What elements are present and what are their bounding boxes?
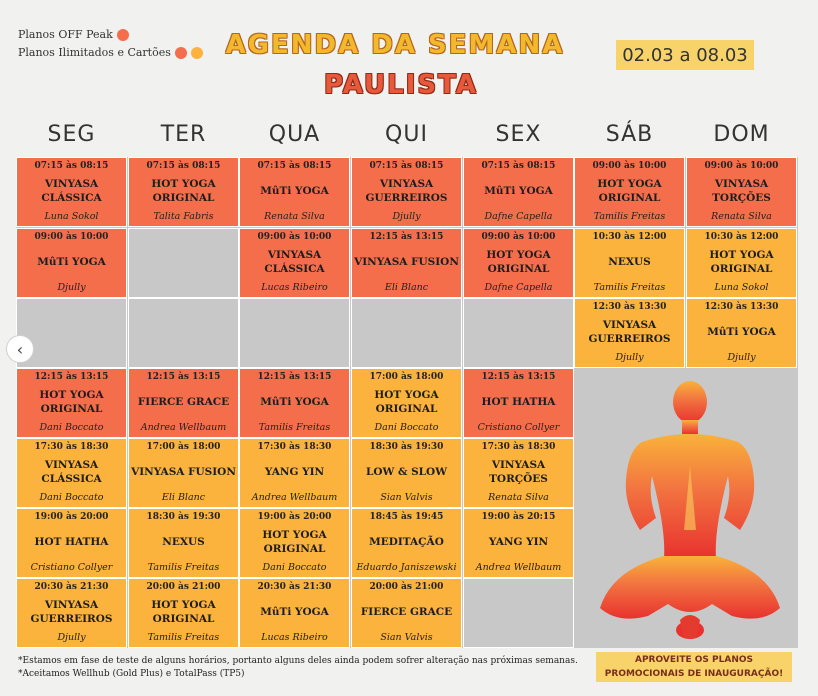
class-name: HOT YOGA ORIGINAL	[597, 178, 662, 204]
date-range-badge: 02.03 a 08.03	[616, 40, 754, 70]
empty-slot	[128, 228, 239, 298]
class-slot	[239, 578, 350, 648]
class-time: 07:15 às 08:15	[257, 161, 332, 171]
class-slot	[239, 228, 350, 298]
class-time: 12:15 às 13:15	[369, 232, 444, 242]
class-name: MûTi YOGA	[260, 606, 329, 618]
class-time: 12:15 às 13:15	[257, 372, 332, 382]
class-name: MûTi YOGA	[37, 256, 106, 268]
class-teacher: Andrea Wellbaum	[140, 422, 227, 433]
class-time: 12:15 às 13:15	[34, 372, 109, 382]
class-name: MûTi YOGA	[260, 396, 329, 408]
class-name: FIERCE GRACE	[360, 606, 453, 618]
class-time: 17:30 às 18:30	[481, 442, 556, 452]
meditating-person-icon	[592, 380, 788, 642]
class-time: 20:30 às 21:30	[34, 582, 109, 592]
class-slot	[463, 228, 574, 298]
class-teacher: Dani Boccato	[262, 562, 327, 573]
class-name: VINYASA CLÁSSICA	[41, 178, 102, 204]
class-name: MûTi YOGA	[260, 185, 329, 197]
class-teacher: Renata Silva	[711, 211, 772, 222]
class-slot	[463, 368, 574, 438]
class-name: VINYASA GUERREIROS	[588, 319, 671, 345]
class-time: 12:15 às 13:15	[481, 372, 556, 382]
class-slot	[128, 438, 239, 508]
day-header-3: QUI	[385, 122, 428, 147]
class-teacher: Eli Blanc	[384, 282, 429, 293]
promo-banner	[596, 652, 792, 682]
class-time: 17:00 às 18:00	[369, 372, 444, 382]
class-teacher: Tamilis Freitas	[147, 562, 220, 573]
class-name: VINYASA GUERREIROS	[30, 599, 113, 625]
empty-slot	[463, 578, 574, 648]
class-time: 12:30 às 13:30	[704, 302, 779, 312]
class-time: 19:00 às 20:15	[481, 512, 556, 522]
class-teacher: Renata Silva	[264, 211, 325, 222]
class-slot	[16, 508, 127, 578]
class-teacher: Tamilis Freitas	[593, 211, 666, 222]
class-teacher: Djully	[615, 352, 644, 363]
footer-note: *Aceitamos Wellhub (Gold Plus) e TotalPass (TP5)	[18, 669, 245, 679]
empty-slot	[128, 298, 239, 368]
class-name: HOT YOGA ORIGINAL	[151, 599, 216, 625]
class-teacher: Dani Boccato	[374, 422, 439, 433]
day-header-0: SEG	[47, 122, 96, 147]
class-slot	[128, 508, 239, 578]
class-teacher: Cristiano Collyer	[477, 422, 560, 433]
class-slot	[351, 157, 462, 227]
class-name: VINYASA GUERREIROS	[365, 178, 448, 204]
class-time: 07:15 às 08:15	[369, 161, 444, 171]
class-name: FIERCE GRACE	[137, 396, 230, 408]
class-slot	[463, 508, 574, 578]
class-time: 18:30 às 19:30	[146, 512, 221, 522]
class-name: HOT YOGA ORIGINAL	[151, 178, 216, 204]
class-slot	[351, 578, 462, 648]
class-time: 18:45 às 19:45	[369, 512, 444, 522]
class-name: HOT HATHA	[34, 536, 109, 548]
class-teacher: Cristiano Collyer	[30, 562, 113, 573]
class-teacher: Djully	[57, 632, 86, 643]
page-title: AGENDA DA SEMANA	[225, 30, 565, 60]
class-slot	[686, 228, 797, 298]
class-teacher: Dani Boccato	[39, 492, 104, 503]
class-slot	[351, 368, 462, 438]
class-time: 09:00 às 10:00	[704, 161, 779, 171]
day-header-6: DOM	[713, 122, 770, 147]
class-teacher: Andrea Wellbaum	[251, 492, 338, 503]
class-name: HOT YOGA ORIGINAL	[374, 389, 439, 415]
class-teacher: Dani Boccato	[39, 422, 104, 433]
day-header-1: TER	[160, 122, 207, 147]
class-time: 20:00 às 21:00	[369, 582, 444, 592]
footer-note: *Estamos em fase de teste de alguns horários, portanto alguns deles ainda podem sofrer alteração nas próximas semanas.	[18, 656, 578, 666]
class-slot	[351, 228, 462, 298]
legend-label: Planos OFF Peak	[18, 28, 113, 41]
class-teacher: Dafne Capella	[484, 282, 553, 293]
class-teacher: Djully	[727, 352, 756, 363]
promo-line: APROVEITE OS PLANOS	[634, 655, 753, 665]
class-slot	[239, 508, 350, 578]
class-slot	[574, 228, 685, 298]
class-slot	[239, 157, 350, 227]
class-slot	[351, 508, 462, 578]
carousel-prev-button[interactable]	[6, 335, 34, 363]
class-teacher: Dafne Capella	[484, 211, 553, 222]
class-name: VINYASA TORÇÕES	[489, 459, 548, 485]
legend-label: Planos Ilimitados e Cartões	[18, 46, 171, 59]
class-name: MEDITAÇÃO	[369, 536, 444, 548]
class-time: 10:30 às 12:00	[704, 232, 779, 242]
class-time: 09:00 às 10:00	[592, 161, 667, 171]
day-header-2: QUA	[268, 122, 321, 147]
class-time: 07:15 às 08:15	[146, 161, 221, 171]
class-slot	[16, 578, 127, 648]
class-slot	[686, 298, 797, 368]
class-slot	[239, 438, 350, 508]
class-teacher: Andrea Wellbaum	[475, 562, 562, 573]
class-time: 12:15 às 13:15	[146, 372, 221, 382]
chevron-left-icon: ‹	[16, 339, 24, 359]
class-name: LOW & SLOW	[365, 466, 448, 478]
class-slot	[239, 368, 350, 438]
class-teacher: Tamilis Freitas	[147, 632, 220, 643]
class-slot	[128, 368, 239, 438]
class-time: 09:00 às 10:00	[481, 232, 556, 242]
class-name: HOT YOGA ORIGINAL	[486, 249, 551, 275]
class-teacher: Tamilis Freitas	[258, 422, 331, 433]
class-teacher: Eduardo Janiszewski	[356, 562, 457, 573]
class-teacher: Sian Valvis	[380, 492, 433, 503]
class-name: VINYASA TORÇÕES	[712, 178, 771, 204]
class-time: 20:00 às 21:00	[146, 582, 221, 592]
class-slot	[574, 157, 685, 227]
class-teacher: Luna Sokol	[44, 211, 99, 222]
class-name: HOT YOGA ORIGINAL	[262, 529, 327, 555]
class-time: 17:00 às 18:00	[146, 442, 221, 452]
class-slot	[128, 157, 239, 227]
class-teacher: Lucas Ribeiro	[261, 282, 328, 293]
class-teacher: Luna Sokol	[714, 282, 769, 293]
class-name: YANG YIN	[264, 466, 325, 478]
class-name: MûTi YOGA	[707, 326, 776, 338]
class-name: NEXUS	[162, 536, 205, 548]
class-name: HOT YOGA ORIGINAL	[709, 249, 774, 275]
class-name: HOT HATHA	[481, 396, 556, 408]
class-slot	[574, 298, 685, 368]
class-time: 17:30 às 18:30	[257, 442, 332, 452]
class-teacher: Djully	[392, 211, 421, 222]
class-time: 19:00 às 20:00	[34, 512, 109, 522]
class-slot	[463, 438, 574, 508]
day-header-4: SEX	[495, 122, 542, 147]
class-time: 20:30 às 21:30	[257, 582, 332, 592]
class-time: 09:00 às 10:00	[257, 232, 332, 242]
empty-slot	[16, 298, 127, 368]
class-time: 07:15 às 08:15	[481, 161, 556, 171]
class-name: VINYASA FUSION	[131, 466, 236, 478]
class-slot	[351, 438, 462, 508]
class-slot	[463, 157, 574, 227]
class-teacher: Djully	[57, 282, 86, 293]
class-teacher: Tamilis Freitas	[593, 282, 666, 293]
class-teacher: Talita Fabris	[153, 211, 214, 222]
class-teacher: Lucas Ribeiro	[261, 632, 328, 643]
class-slot	[128, 578, 239, 648]
class-name: VINYASA CLÁSSICA	[41, 459, 102, 485]
class-slot	[16, 438, 127, 508]
empty-slot	[463, 298, 574, 368]
empty-slot	[239, 298, 350, 368]
class-teacher: Sian Valvis	[380, 632, 433, 643]
class-teacher: Eli Blanc	[161, 492, 206, 503]
class-time: 09:00 às 10:00	[34, 232, 109, 242]
class-name: VINYASA CLÁSSICA	[264, 249, 325, 275]
day-header-5: SÁB	[605, 122, 654, 147]
class-name: YANG YIN	[488, 536, 549, 548]
class-time: 17:30 às 18:30	[34, 442, 109, 452]
class-slot	[686, 157, 797, 227]
class-name: VINYASA FUSION	[354, 256, 459, 268]
promo-line: PROMOCIONAIS DE INAUGURAÇÃO!	[604, 669, 784, 679]
class-slot	[16, 157, 127, 227]
class-time: 10:30 às 12:00	[592, 232, 667, 242]
class-name: MûTi YOGA	[484, 185, 553, 197]
class-time: 12:30 às 13:30	[592, 302, 667, 312]
footer-notes	[18, 655, 578, 681]
class-slot	[16, 228, 127, 298]
class-time: 07:15 às 08:15	[34, 161, 109, 171]
class-teacher: Renata Silva	[488, 492, 549, 503]
class-time: 18:30 às 19:30	[369, 442, 444, 452]
class-time: 19:00 às 20:00	[257, 512, 332, 522]
class-name: HOT YOGA ORIGINAL	[39, 389, 104, 415]
empty-slot	[351, 298, 462, 368]
class-name: NEXUS	[608, 256, 651, 268]
page-subtitle: PAULISTA	[324, 70, 478, 100]
class-slot	[16, 368, 127, 438]
